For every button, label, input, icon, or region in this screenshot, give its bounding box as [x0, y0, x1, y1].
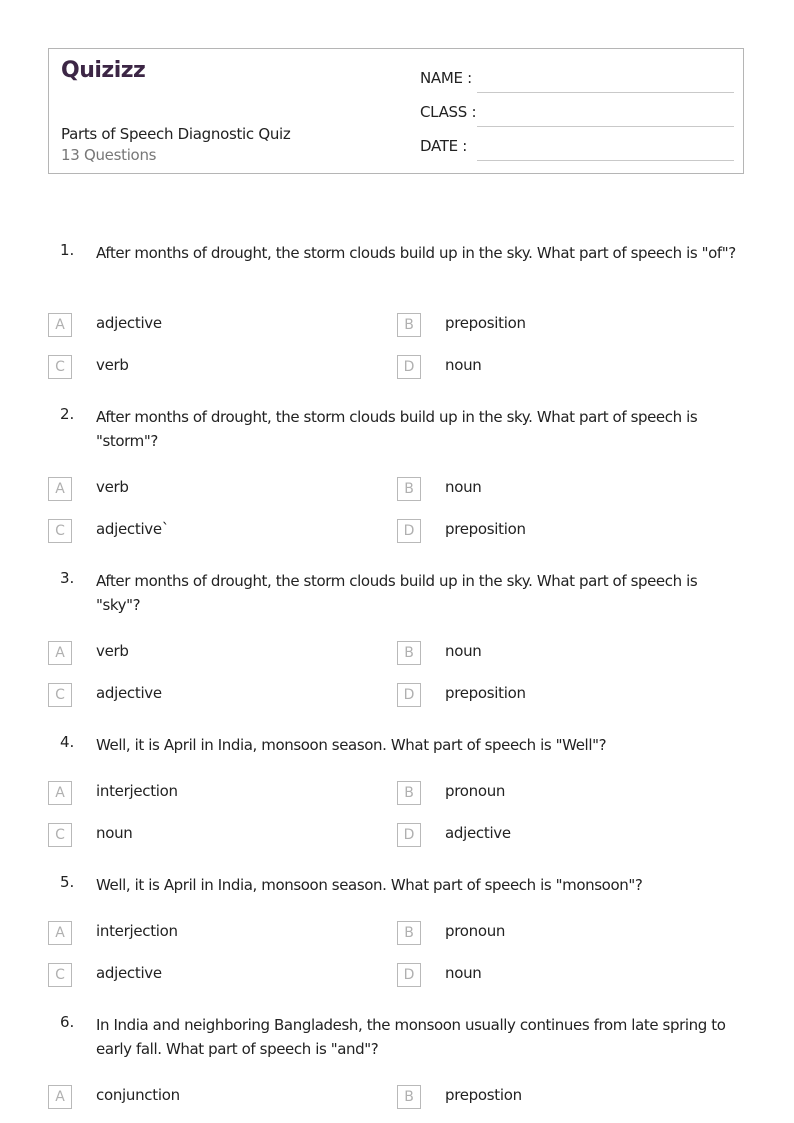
question-number: 3.: [60, 569, 75, 587]
option-letter-box: A: [48, 313, 72, 337]
option-text: verb: [96, 478, 129, 496]
option-letter-box: C: [48, 963, 72, 987]
option-letter-box: A: [48, 477, 72, 501]
question-number: 6.: [60, 1013, 75, 1031]
option-letter-box: B: [397, 641, 421, 665]
option-letter-box: B: [397, 1085, 421, 1109]
option-text: noun: [96, 824, 133, 842]
option-text: interjection: [96, 782, 178, 800]
question-count: 13 Questions: [61, 146, 157, 164]
option-letter-box: B: [397, 477, 421, 501]
option-letter-box: A: [48, 781, 72, 805]
option-letter-box: C: [48, 823, 72, 847]
class-label: CLASS :: [420, 103, 477, 121]
date-label: DATE :: [420, 137, 468, 155]
question-text: In India and neighboring Bangladesh, the monsoon usually continues from late spring to early fall. What part of speech is "and"?: [96, 1016, 726, 1058]
option-text: adjective: [96, 314, 162, 332]
option-text: adjective: [96, 964, 162, 982]
option-text: pronoun: [445, 922, 506, 940]
worksheet-header: [48, 48, 744, 174]
option-letter-box: A: [48, 641, 72, 665]
option-text: noun: [445, 356, 482, 374]
quizizz-logo: Quizizz: [61, 58, 146, 83]
option-letter-box: B: [397, 781, 421, 805]
question-number: 5.: [60, 873, 75, 891]
option-letter-box: A: [48, 921, 72, 945]
option-text: verb: [96, 356, 129, 374]
question-number: 1.: [60, 241, 75, 259]
question-text: Well, it is April in India, monsoon season. What part of speech is "Well"?: [96, 736, 607, 754]
option-text: pronoun: [445, 782, 506, 800]
option-text: preposition: [445, 314, 526, 332]
option-letter-box: D: [397, 963, 421, 987]
question-text: After months of drought, the storm clouds build up in the sky. What part of speech is "of"?: [96, 244, 736, 262]
date-line[interactable]: [477, 160, 734, 161]
option-text: adjective: [96, 684, 162, 702]
option-letter-box: D: [397, 355, 421, 379]
option-letter-box: D: [397, 683, 421, 707]
option-letter-box: A: [48, 1085, 72, 1109]
name-line[interactable]: [477, 92, 734, 93]
option-letter-box: C: [48, 683, 72, 707]
option-text: prepostion: [445, 1086, 522, 1104]
question-text: After months of drought, the storm clouds build up in the sky. What part of speech is "sky"?: [96, 572, 698, 614]
question-number: 2.: [60, 405, 75, 423]
question-number: 4.: [60, 733, 75, 751]
option-text: preposition: [445, 520, 526, 538]
date-field[interactable]: [420, 137, 734, 159]
option-text: conjunction: [96, 1086, 180, 1104]
question-text: After months of drought, the storm clouds build up in the sky. What part of speech is "storm"?: [96, 408, 698, 450]
option-text: noun: [445, 964, 482, 982]
option-letter-box: D: [397, 519, 421, 543]
option-letter-box: C: [48, 519, 72, 543]
option-letter-box: B: [397, 921, 421, 945]
option-text: adjective: [445, 824, 511, 842]
question-text: Well, it is April in India, monsoon season. What part of speech is "monsoon"?: [96, 876, 643, 894]
option-text: interjection: [96, 922, 178, 940]
option-text: preposition: [445, 684, 526, 702]
option-text: verb: [96, 642, 129, 660]
option-text: adjective`: [96, 520, 170, 538]
name-field[interactable]: [420, 69, 734, 91]
option-letter-box: C: [48, 355, 72, 379]
option-text: noun: [445, 642, 482, 660]
option-letter-box: B: [397, 313, 421, 337]
option-letter-box: D: [397, 823, 421, 847]
name-label: NAME :: [420, 69, 472, 87]
quiz-title: Parts of Speech Diagnostic Quiz: [61, 125, 291, 143]
option-text: noun: [445, 478, 482, 496]
class-field[interactable]: [420, 103, 734, 125]
class-line[interactable]: [477, 126, 734, 127]
